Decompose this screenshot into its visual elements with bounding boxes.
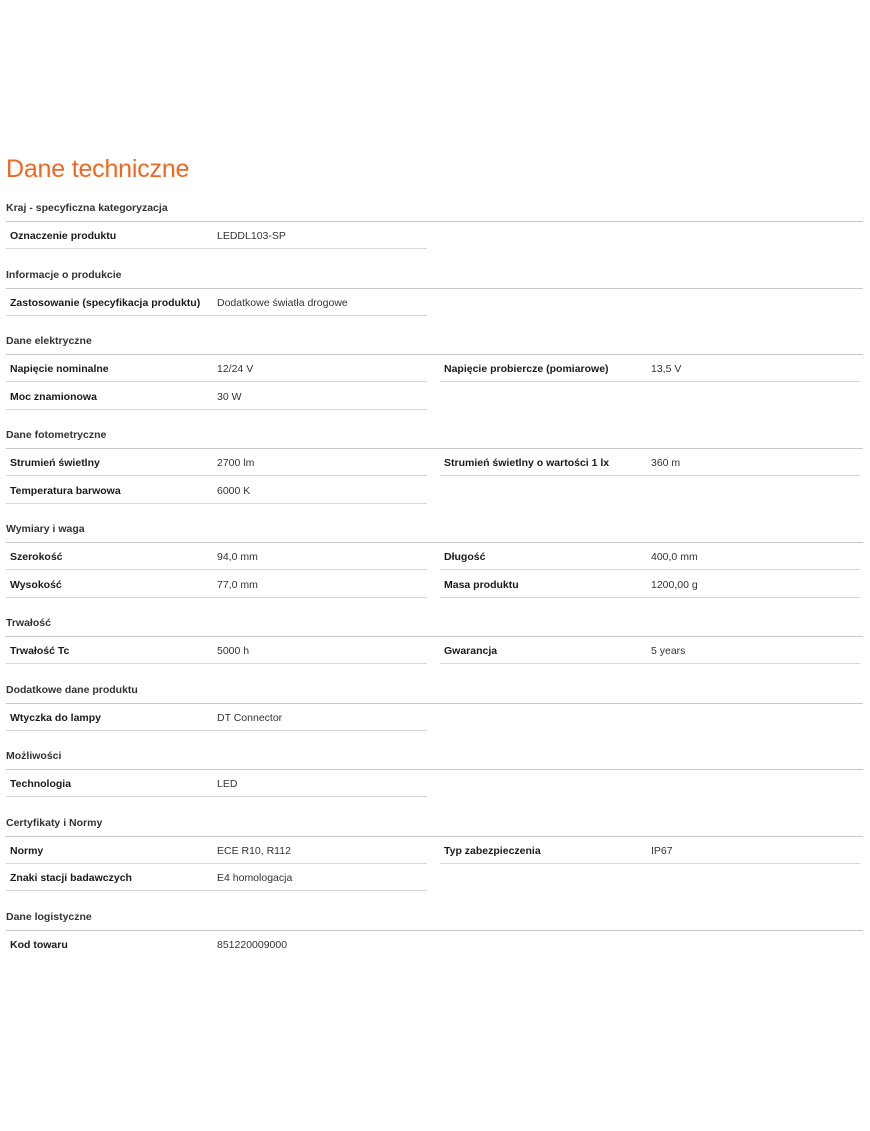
spec-rows [0, 770, 870, 798]
section-heading: Wymiary i waga [6, 518, 863, 543]
spec-row [0, 837, 870, 865]
tech-data-sections [0, 197, 870, 972]
section-spacer [0, 665, 870, 679]
spec-section [0, 906, 870, 973]
spec-value: Dodatkowe światła drogowe [217, 296, 348, 309]
spec-value: 30 W [217, 390, 242, 403]
spec-label: Strumień świetlny [10, 457, 100, 469]
spec-value: 94,0 mm [217, 551, 258, 563]
spec-section [0, 264, 870, 331]
spec-row [0, 864, 870, 892]
spec-section [0, 424, 870, 518]
spec-cell-right [440, 355, 860, 382]
spec-rows [0, 222, 870, 250]
spec-rows [0, 289, 870, 317]
spec-label: Zastosowanie (specyfikacja produktu) [10, 296, 201, 309]
spec-label: Wysokość [10, 578, 62, 591]
spec-rows [0, 837, 870, 892]
section-spacer [0, 410, 870, 424]
section-heading: Możliwości [6, 745, 863, 770]
spec-row [0, 571, 870, 599]
spec-cell-left [6, 864, 427, 891]
spec-rows [0, 543, 870, 598]
spec-value: 5 years [651, 645, 686, 657]
spec-section [0, 745, 870, 812]
spec-cell-left [6, 704, 427, 731]
spec-label: Trwałość Tc [10, 645, 70, 657]
spec-row [0, 222, 870, 250]
section-heading: Dane fotometryczne [6, 424, 863, 449]
spec-label: Szerokość [10, 551, 63, 563]
section-heading: Kraj - specyficzna kategoryzacja [6, 197, 863, 222]
spec-cell-left [6, 770, 427, 797]
spec-row [0, 543, 870, 571]
spec-label: Kod towaru [10, 938, 68, 951]
spec-row [0, 449, 870, 477]
spec-row [0, 289, 870, 317]
spec-cell-right [440, 543, 860, 570]
spec-label: Temperatura barwowa [10, 484, 121, 497]
spec-cell-left [6, 931, 427, 958]
spec-cell-left [6, 571, 427, 598]
spec-value: 1200,00 g [651, 578, 698, 591]
spec-value: LEDDL103-SP [217, 230, 286, 242]
spec-rows [0, 637, 870, 665]
spec-section [0, 330, 870, 424]
spec-value: 6000 K [217, 484, 251, 497]
spec-rows [0, 931, 870, 959]
spec-cell-left [6, 383, 427, 410]
spec-value: 851220009000 [217, 938, 288, 951]
spec-label: Typ zabezpieczenia [444, 844, 541, 857]
spec-row [0, 477, 870, 505]
spec-cell-left [6, 477, 427, 504]
section-heading: Informacje o produkcie [6, 264, 863, 289]
spec-label: Technologia [10, 778, 72, 790]
section-spacer [0, 504, 870, 518]
section-spacer [0, 731, 870, 745]
spec-cell-left [6, 543, 427, 570]
spec-cell-left [6, 837, 427, 864]
spec-section [0, 518, 870, 612]
section-heading: Certyfikaty i Normy [6, 812, 863, 837]
spec-cell-right [440, 449, 860, 476]
spec-row [0, 383, 870, 411]
spec-value: 13,5 V [651, 363, 682, 375]
spec-value: 12/24 V [217, 363, 254, 375]
spec-value: 360 m [651, 457, 681, 469]
spec-value: DT Connector [217, 711, 283, 724]
spec-label: Długość [444, 551, 486, 563]
spec-value: E4 homologacja [217, 872, 293, 884]
spec-value: ECE R10, R112 [217, 844, 291, 857]
section-spacer [0, 598, 870, 612]
section-spacer [0, 892, 870, 906]
spec-cell-right [440, 637, 860, 664]
spec-rows [0, 355, 870, 410]
spec-row [0, 704, 870, 732]
spec-label: Gwarancja [444, 645, 498, 657]
spec-label: Napięcie nominalne [10, 363, 109, 375]
spec-section [0, 612, 870, 679]
section-heading: Dane elektryczne [6, 330, 863, 355]
section-spacer [0, 250, 870, 264]
spec-label: Masa produktu [444, 578, 519, 591]
spec-value: 400,0 mm [651, 551, 698, 563]
spec-cell-right [440, 837, 860, 864]
section-spacer [0, 798, 870, 812]
spec-value: LED [217, 778, 238, 790]
spec-label: Oznaczenie produktu [10, 230, 117, 242]
spec-label: Strumień świetlny o wartości 1 lx [444, 457, 610, 469]
spec-label: Znaki stacji badawczych [10, 872, 132, 884]
spec-value: IP67 [651, 844, 673, 857]
spec-cell-left [6, 289, 427, 316]
section-spacer [0, 958, 870, 972]
spec-row [0, 931, 870, 959]
section-heading: Dane logistyczne [6, 906, 863, 931]
spec-cell-left [6, 449, 427, 476]
spec-row [0, 355, 870, 383]
spec-label: Moc znamionowa [10, 390, 97, 403]
spec-row [0, 637, 870, 665]
spec-rows [0, 704, 870, 732]
spec-label: Normy [10, 844, 44, 857]
spec-section [0, 679, 870, 746]
spec-section [0, 812, 870, 906]
section-heading: Trwałość [6, 612, 863, 637]
spec-cell-left [6, 355, 427, 382]
section-heading: Dodatkowe dane produktu [6, 679, 863, 704]
spec-label: Napięcie probiercze (pomiarowe) [444, 363, 609, 375]
spec-label: Wtyczka do lampy [10, 711, 102, 724]
spec-section [0, 197, 870, 264]
spec-row [0, 770, 870, 798]
spec-rows [0, 449, 870, 504]
spec-cell-right [440, 571, 860, 598]
page-title: Dane techniczne [6, 155, 190, 183]
spec-value: 5000 h [217, 645, 250, 657]
spec-value: 77,0 mm [217, 578, 258, 591]
spec-cell-left [6, 637, 427, 664]
spec-value: 2700 lm [217, 457, 255, 469]
spec-cell-left [6, 222, 427, 249]
section-spacer [0, 316, 870, 330]
